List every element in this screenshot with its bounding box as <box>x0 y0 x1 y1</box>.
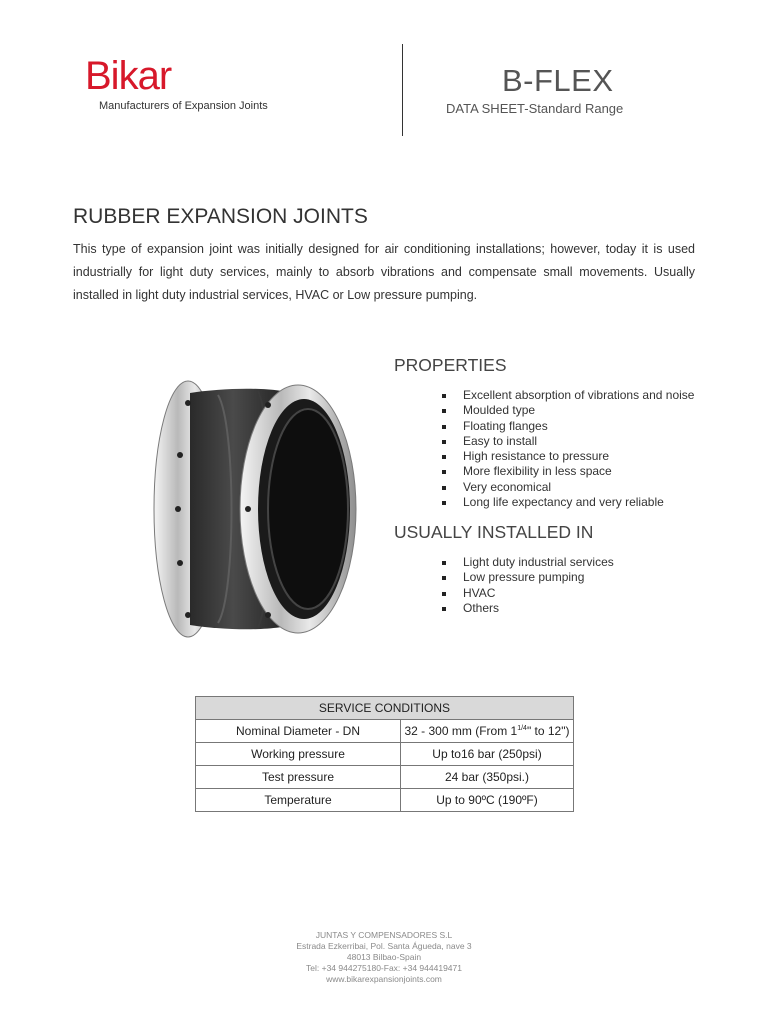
list-item: Moulded type <box>440 403 694 418</box>
logo-name: Bikar <box>85 54 172 98</box>
service-conditions-table <box>195 696 574 812</box>
footer-city: 48013 Bilbao-Spain <box>346 952 422 962</box>
properties-list <box>440 388 694 510</box>
footer-company: JUNTAS Y COMPENSADORES S.L <box>315 930 453 940</box>
list-item: Low pressure pumping <box>440 570 614 585</box>
list-item: Others <box>440 601 614 616</box>
table-row <box>196 720 574 743</box>
list-item: High resistance to pressure <box>440 449 694 464</box>
table-header: SERVICE CONDITIONS <box>196 697 574 720</box>
properties-title: PROPERTIES <box>394 355 507 375</box>
row-value: 24 bar (350psi.) <box>401 766 574 789</box>
footer-street: Estrada Ezkerribai, Pol. Santa Águeda, nave 3 <box>296 941 472 951</box>
table-row <box>196 766 574 789</box>
row-label: Temperature <box>196 789 401 812</box>
footer-phone: Tel: +34 944275180-Fax: +34 944419471 <box>306 963 462 973</box>
table-row <box>196 789 574 812</box>
footer-website-link[interactable]: www.bikarexpansionjoints.com <box>326 974 442 984</box>
row-label: Working pressure <box>196 743 401 766</box>
intro-paragraph: This type of expansion joint was initially designed for air conditioning installations; however, today it is used industrially for light duty services, mainly to absorb vibrations and compensate small movements. Usually installed in light duty industrial services, HVAC or Low pressure pumping. <box>73 242 695 302</box>
section-title: RUBBER EXPANSION JOINTS <box>73 205 368 228</box>
row-label: Test pressure <box>196 766 401 789</box>
footer <box>0 930 768 985</box>
table-row <box>196 743 574 766</box>
list-item: Very economical <box>440 480 694 495</box>
list-item: Easy to install <box>440 434 694 449</box>
list-item: Light duty industrial services <box>440 555 614 570</box>
row-value: Up to16 bar (250psi) <box>401 743 574 766</box>
list-item: HVAC <box>440 586 614 601</box>
header-divider <box>402 44 403 136</box>
list-item: More flexibility in less space <box>440 464 694 479</box>
product-title: B-FLEX <box>502 63 614 98</box>
installed-list <box>440 555 614 616</box>
bikar-logo <box>85 56 268 112</box>
row-value: 32 - 300 mm (From $1^{1/4}$" to 12") <box>401 720 574 743</box>
installed-title: USUALLY INSTALLED IN <box>394 522 594 542</box>
row-value: Up to 90ºC (190ºF) <box>401 789 574 812</box>
sheet-type: DATA SHEET-Standard Range <box>446 101 624 116</box>
row-label: Nominal Diameter - DN <box>196 720 401 743</box>
list-item: Excellent absorption of vibrations and noise <box>440 388 694 403</box>
list-item: Long life expectancy and very reliable <box>440 495 694 510</box>
list-item: Floating flanges <box>440 419 694 434</box>
expansion-joint-image <box>118 365 388 655</box>
logo-tagline: Manufacturers of Expansion Joints <box>99 100 268 112</box>
